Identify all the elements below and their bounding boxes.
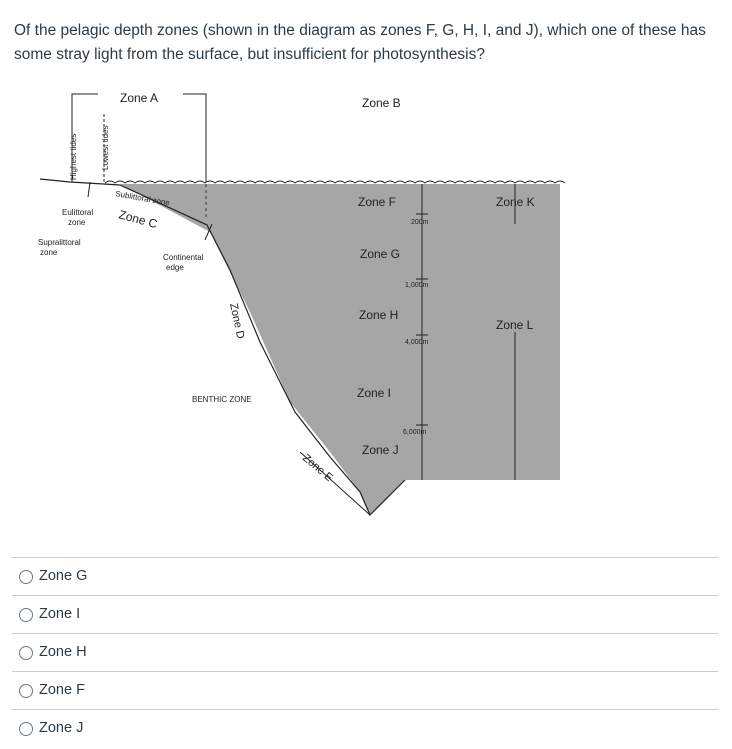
answer-label[interactable]: Zone H <box>39 644 87 660</box>
ocean-zones-diagram <box>30 82 570 522</box>
zone-a-label: Zone A <box>120 91 159 105</box>
radio-button[interactable] <box>19 684 33 698</box>
eulittoral-label-1: Eulittoral <box>62 208 94 217</box>
continental-label-1: Continental <box>163 253 204 262</box>
zone-l-label: Zone L <box>496 318 534 332</box>
answer-option[interactable] <box>12 709 718 747</box>
zone-h-label: Zone H <box>359 308 399 322</box>
continental-label-2: edge <box>166 263 184 272</box>
zone-a-bracket <box>72 94 206 182</box>
question-text: Of the pelagic depth zones (shown in the diagram as zones F, G, H, I, and J), which one of these has some stray light from the surface, but insufficient for photosynthesis? <box>14 22 706 63</box>
answer-label[interactable]: Zone I <box>39 606 81 622</box>
radio-button[interactable] <box>19 646 33 660</box>
answer-option[interactable] <box>12 595 718 633</box>
radio-button[interactable] <box>19 722 33 736</box>
eulittoral-label-2: zone <box>68 218 86 227</box>
zone-i-label: Zone I <box>357 386 392 400</box>
supralittoral-label-1: Supralittoral <box>38 238 81 247</box>
answer-option[interactable] <box>12 671 718 709</box>
zone-c-label: Zone C <box>117 207 159 232</box>
ocean-water <box>120 184 560 515</box>
answer-label[interactable]: Zone G <box>39 568 88 584</box>
supralittoral-label-2: zone <box>40 248 58 257</box>
depth-6000-label: 6,000m <box>403 429 427 436</box>
sublittoral-label: Sublittoral zone <box>114 189 171 208</box>
answer-label[interactable]: Zone J <box>39 720 84 736</box>
zone-k-label: Zone K <box>496 195 535 209</box>
surface-waves <box>105 181 565 183</box>
answer-option[interactable] <box>12 633 718 671</box>
zone-g-label: Zone G <box>360 247 401 261</box>
lowest-tides-label: Lowest tides <box>101 125 110 170</box>
benthic-label: BENTHIC ZONE <box>192 395 252 404</box>
depth-1000-label: 1,000m <box>405 282 429 289</box>
highest-tides-label: Highest tides <box>69 133 78 180</box>
answer-list <box>12 557 718 747</box>
radio-button[interactable] <box>19 608 33 622</box>
eulittoral-pointer <box>88 182 90 197</box>
answer-label[interactable]: Zone F <box>39 682 85 698</box>
radio-button[interactable] <box>19 570 33 584</box>
zone-d-label: Zone D <box>227 302 247 340</box>
answer-option[interactable] <box>12 557 718 595</box>
zone-j-label: Zone J <box>362 443 399 457</box>
depth-200-label: 200m <box>411 219 429 226</box>
zone-f-label: Zone F <box>358 195 397 209</box>
depth-4000-label: 4,000m <box>405 339 429 346</box>
zone-e-label: Zone E <box>300 452 335 485</box>
zone-b-label: Zone B <box>362 96 401 110</box>
